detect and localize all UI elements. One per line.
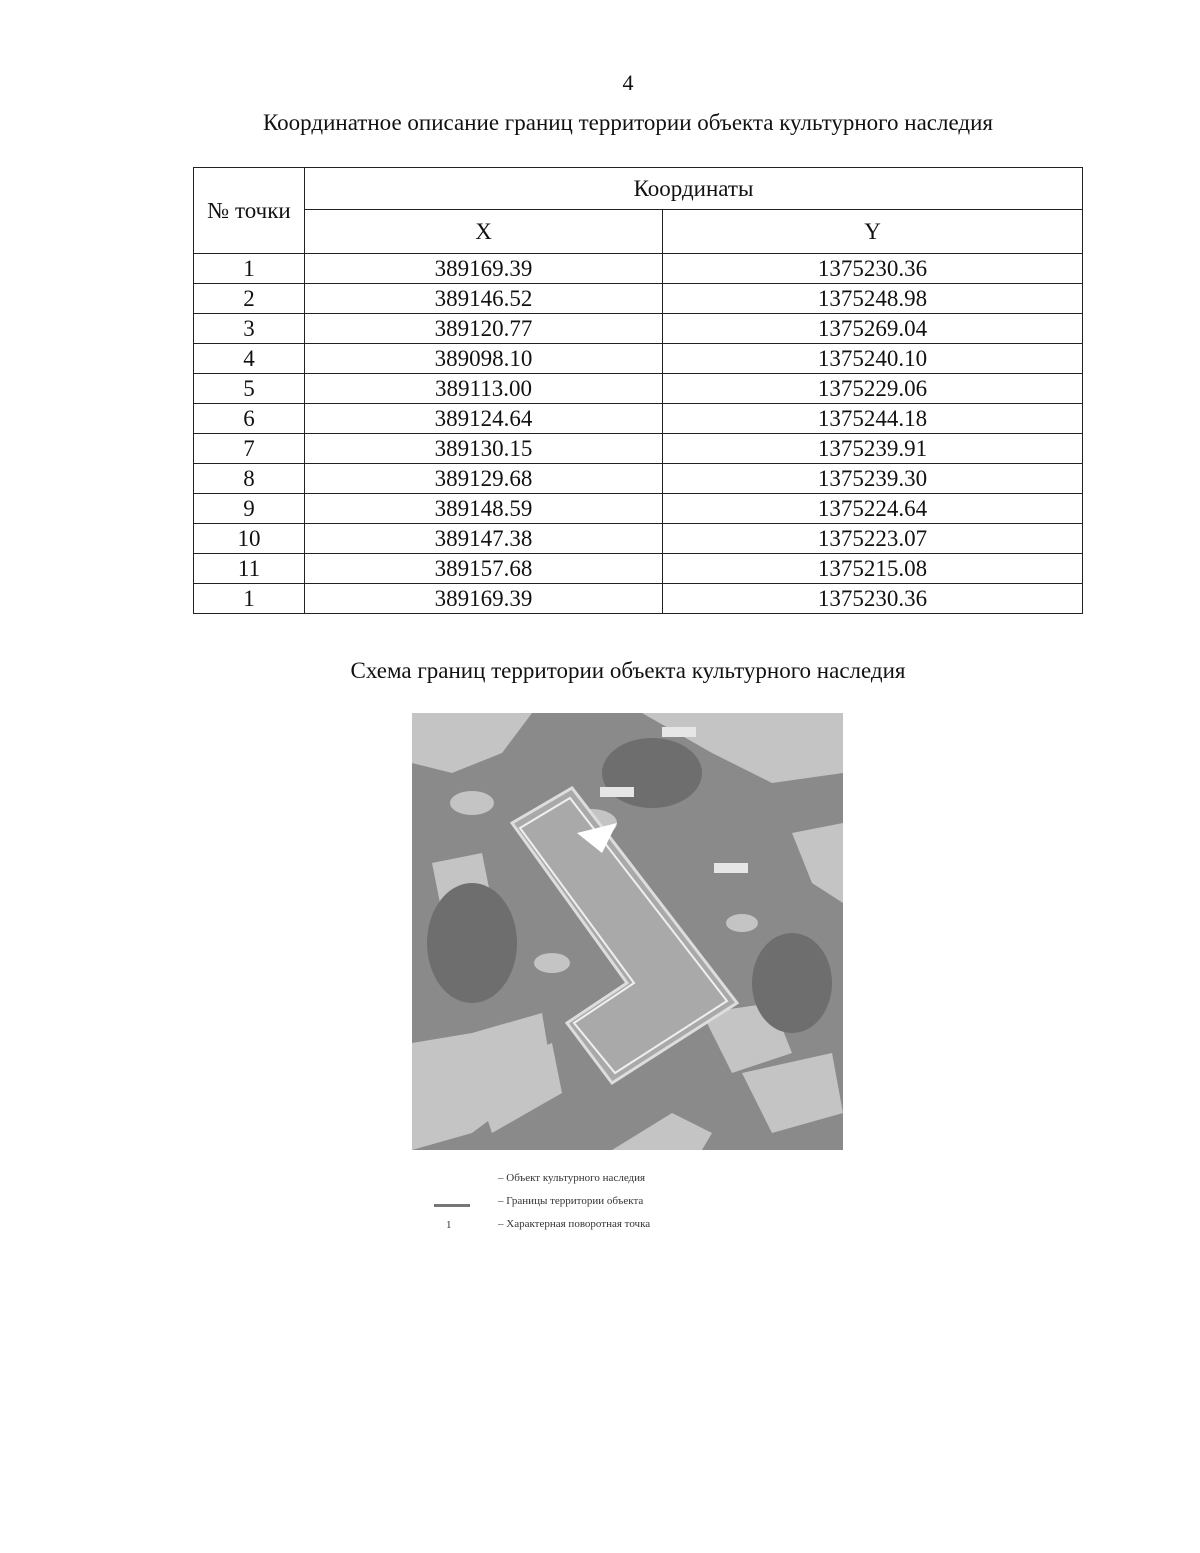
cell-y: 1375239.30 xyxy=(663,464,1083,494)
table-row xyxy=(194,374,1083,404)
table-row xyxy=(194,494,1083,524)
cell-y: 1375223.07 xyxy=(663,524,1083,554)
cell-x: 389169.39 xyxy=(305,584,663,614)
cell-y: 1375248.98 xyxy=(663,284,1083,314)
cell-x: 389130.15 xyxy=(305,434,663,464)
aerial-photo-scheme xyxy=(412,713,843,1150)
cell-y: 1375224.64 xyxy=(663,494,1083,524)
cell-point-number: 4 xyxy=(194,344,305,374)
header-point-number: № точки xyxy=(194,168,305,254)
page-number: 4 xyxy=(622,70,634,95)
cell-x: 389113.00 xyxy=(305,374,663,404)
cell-x: 389146.52 xyxy=(305,284,663,314)
cell-point-number: 2 xyxy=(194,284,305,314)
coordinates-table-body xyxy=(194,254,1083,614)
cell-y: 1375269.04 xyxy=(663,314,1083,344)
header-x: X xyxy=(305,210,663,254)
cell-point-number: 11 xyxy=(194,554,305,584)
cell-point-number: 9 xyxy=(194,494,305,524)
cell-y: 1375239.91 xyxy=(663,434,1083,464)
cell-point-number: 6 xyxy=(194,404,305,434)
cell-x: 389169.39 xyxy=(305,254,663,284)
legend-text: – Характерная поворотная точка xyxy=(498,1218,651,1230)
table-row xyxy=(194,314,1083,344)
cell-y: 1375229.06 xyxy=(663,374,1083,404)
table-row xyxy=(194,524,1083,554)
header-y: Y xyxy=(663,210,1083,254)
cell-point-number: 7 xyxy=(194,434,305,464)
table-row xyxy=(194,404,1083,434)
cell-point-number: 10 xyxy=(194,524,305,554)
cell-x: 389147.38 xyxy=(305,524,663,554)
table-row xyxy=(194,254,1083,284)
table-row xyxy=(194,344,1083,374)
table-title: Координатное описание границ территории объекта культурного наследия xyxy=(262,110,993,135)
cell-point-number: 3 xyxy=(194,314,305,344)
cell-point-number: 5 xyxy=(194,374,305,404)
cell-x: 389120.77 xyxy=(305,314,663,344)
cell-x: 389098.10 xyxy=(305,344,663,374)
cell-x: 389124.64 xyxy=(305,404,663,434)
cell-x: 389148.59 xyxy=(305,494,663,524)
boundary-line-symbol xyxy=(420,1199,490,1209)
cell-x: 389157.68 xyxy=(305,554,663,584)
table-row xyxy=(194,584,1083,614)
cell-point-number: 1 xyxy=(194,584,305,614)
cell-y: 1375215.08 xyxy=(663,554,1083,584)
table-row xyxy=(194,284,1083,314)
table-row xyxy=(194,554,1083,584)
cell-point-number: 1 xyxy=(194,254,305,284)
table-row xyxy=(194,434,1083,464)
turning-point-symbol xyxy=(420,1219,490,1232)
table-row xyxy=(194,464,1083,494)
coordinates-table xyxy=(193,167,1083,614)
legend-text: – Границы территории объекта xyxy=(498,1195,644,1207)
cell-x: 389129.68 xyxy=(305,464,663,494)
boundary-map-image xyxy=(412,713,843,1150)
cell-point-number: 8 xyxy=(194,464,305,494)
scheme-title: Схема границ территории объекта культурного наследия xyxy=(350,658,906,683)
turning-point-label: 1 xyxy=(446,1219,452,1231)
cell-y: 1375230.36 xyxy=(663,254,1083,284)
heritage-object-symbol xyxy=(420,1176,490,1186)
cell-y: 1375230.36 xyxy=(663,584,1083,614)
legend-text: – Объект культурного наследия xyxy=(498,1172,646,1184)
header-coordinates: Координаты xyxy=(305,168,1083,210)
cell-y: 1375240.10 xyxy=(663,344,1083,374)
cell-y: 1375244.18 xyxy=(663,404,1083,434)
